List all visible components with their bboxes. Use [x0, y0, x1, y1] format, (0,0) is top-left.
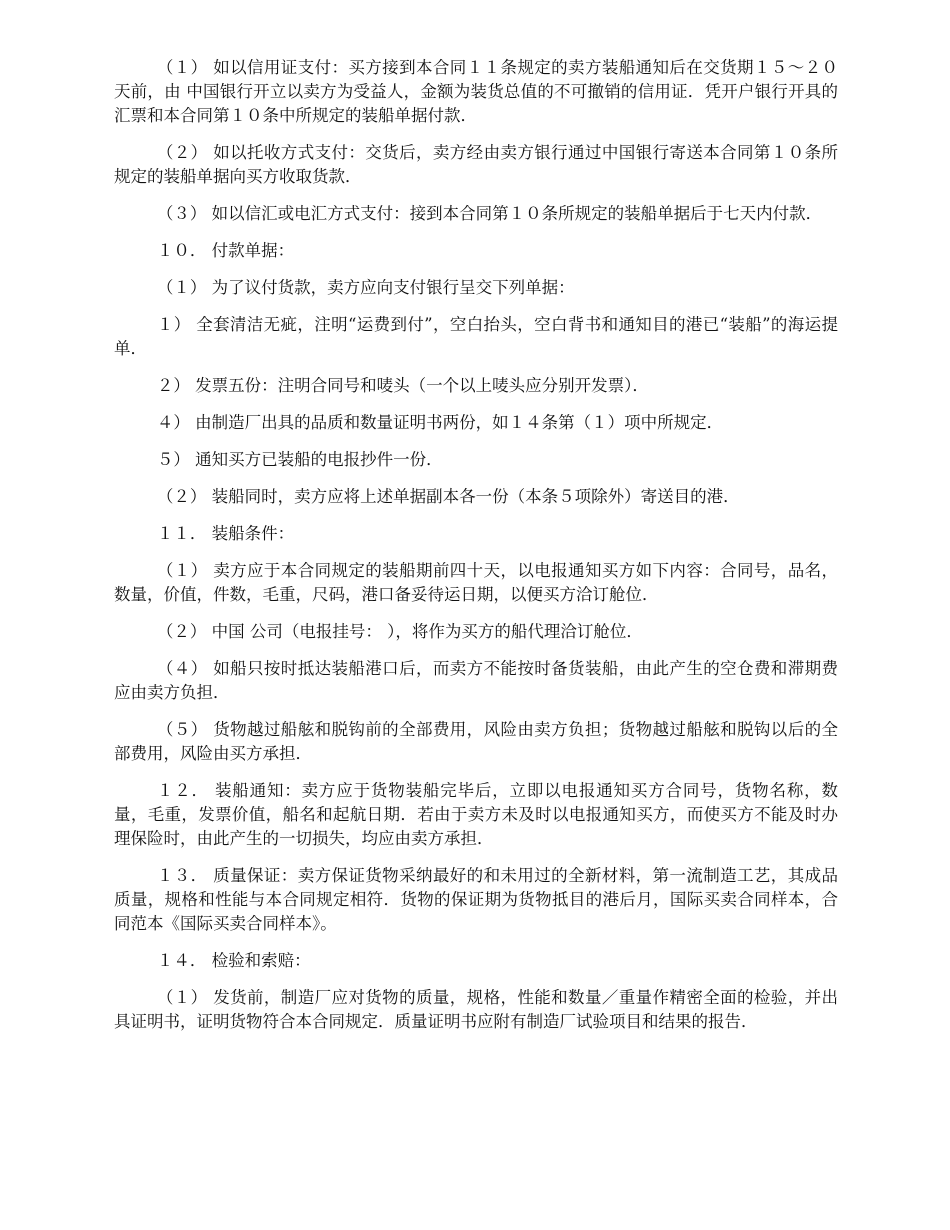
clause-14-heading: １４． 检验和索赔： [156, 951, 311, 970]
clause-9-payment-transfer: （３） 如以信汇或电汇方式支付：接到本合同第１０条所规定的装船单据后于七天内付款． [156, 204, 823, 223]
clause-13-quality-guarantee: １３． 质量保证：卖方保证货物采纳最好的和未用过的全新材料，第一流制造工艺，其成品质量，规格和性能与本合同规定相符．货物的保证期为货物抵目的港后月，国际买卖合同样本，合同范本《国际买卖合同样本》。 [114, 866, 838, 933]
clause-10-subitem-2: ２） 发票五份：注明合同号和唛头（一个以上唛头应分别开发票）． [156, 376, 649, 395]
clause-10-subitem-5: ５） 通知买方已装船的电报抄件一份． [156, 450, 443, 469]
clause-11-item-5: （５） 货物越过船舷和脱钩前的全部费用，风险由卖方负担；货物越过船舷和脱钩以后的全部费用，风险由买方承担． [114, 720, 838, 763]
clause-11-item-4: （４） 如船只按时抵达装船港口后，而卖方不能按时备货装船，由此产生的空仓费和滞期费应由卖方负担． [114, 659, 838, 702]
clause-11-heading: １１． 装船条件： [156, 524, 295, 543]
clause-9-payment-collection: （２） 如以托收方式支付：交货后，卖方经由卖方银行通过中国银行寄送本合同第１０条所规定的装船单据向买方收取货款． [114, 143, 838, 186]
clause-9-payment-letter-of-credit: （１） 如以信用证支付：买方接到本合同１１条规定的卖方装船通知后在交货期１５～２０天前，由 中国银行开立以卖方为受益人，金额为装货总值的不可撤销的信用证．凭开户银行开具的汇票和本合同第１０条中所规定的装船单据付款． [114, 58, 838, 125]
clause-14-item-1: （１） 发货前，制造厂应对货物的质量，规格，性能和数量／重量作精密全面的检验，并出具证明书，证明货物符合本合同规定．质量证明书应附有制造厂试验项目和结果的报告． [114, 988, 838, 1031]
document-body [114, 56, 838, 1047]
clause-11-item-1: （１） 卖方应于本合同规定的装船期前四十天，以电报通知买方如下内容：合同号，品名，数量，价值，件数，毛重，尺码，港口备妥待运日期，以便买方洽订舱位． [114, 561, 838, 604]
clause-10-subitem-4: ４） 由制造厂出具的品质和数量证明书两份，如１４条第（１）项中所规定． [156, 413, 724, 432]
clause-10-subitem-1: １） 全套清洁无疵，注明“运费到付”，空白抬头，空白背书和通知目的港已“装船”的海运提单． [114, 315, 838, 358]
clause-10-item-1: （１） 为了议付货款，卖方应向支付银行呈交下列单据： [156, 278, 575, 297]
clause-11-item-2: （２） 中国 公司（电报挂号： ），将作为买方的船代理洽订舱位． [156, 622, 643, 641]
clause-10-item-2: （２） 装船同时，卖方应将上述单据副本各一份（本条５项除外）寄送目的港． [156, 487, 740, 506]
clause-12-shipping-notice: １２． 装船通知：卖方应于货物装船完毕后，立即以电报通知买方合同号，货物名称，数量，毛重，发票价值，船名和起航日期．若由于卖方未及时以电报通知买方，而使买方不能及时办理保险时，由此产生的一切损失，均应由卖方承担． [114, 781, 838, 848]
clause-10-heading: １０． 付款单据： [156, 241, 295, 260]
